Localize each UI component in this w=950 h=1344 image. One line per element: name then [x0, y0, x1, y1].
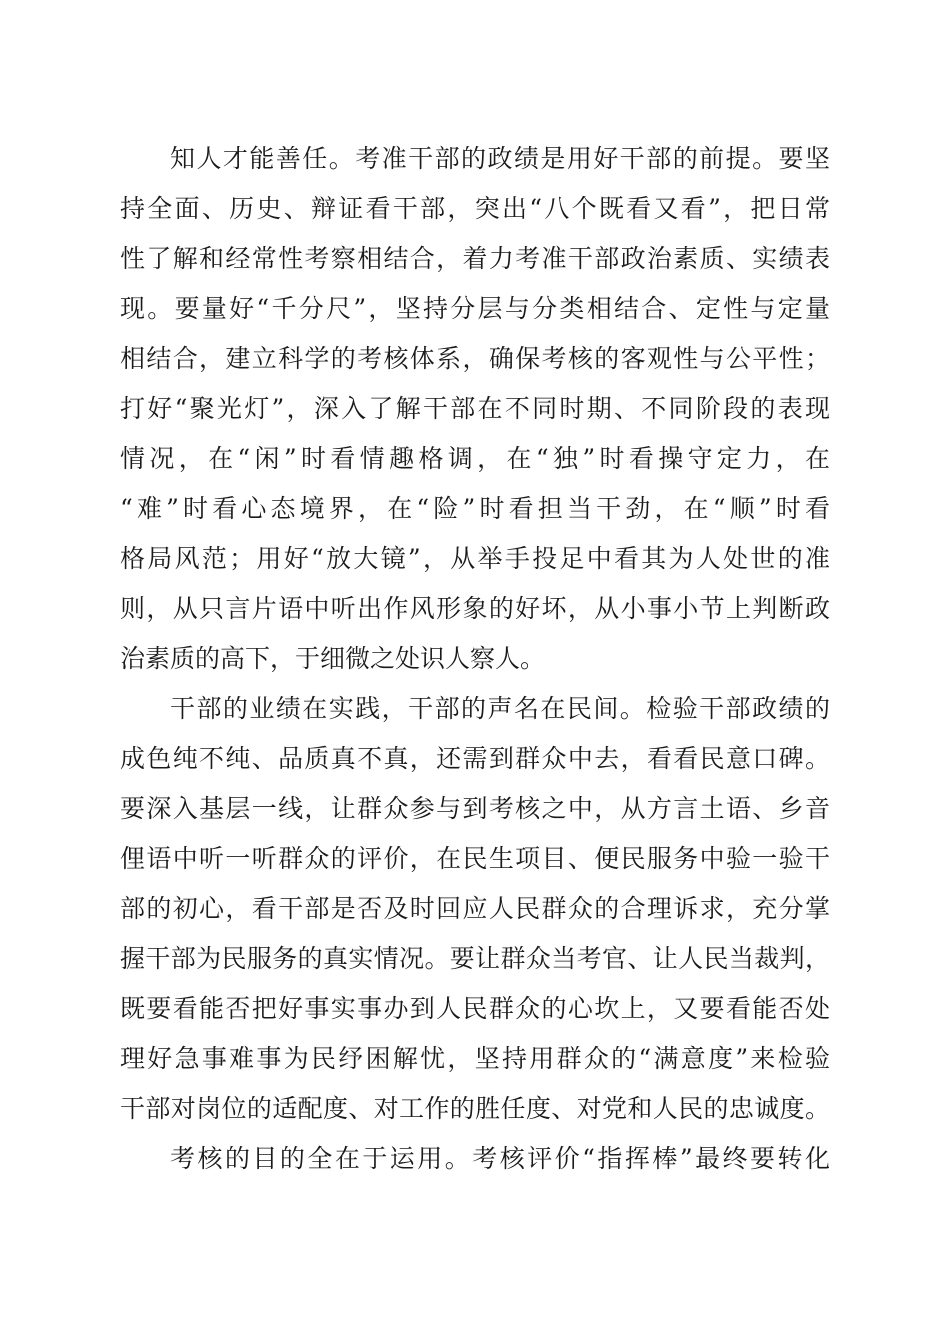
text-line: 俚语中听一听群众的评价，在民生项目、便民服务中验一验干: [120, 844, 830, 873]
text-line: 持全面、历史、辩证看干部，突出“八个既看又看”，把日常: [120, 194, 830, 223]
text-line: 知人才能善任。考准干部的政绩是用好干部的前提。要坚: [170, 144, 830, 173]
text-line: 相结合，建立科学的考核体系，确保考核的客观性与公平性；: [120, 344, 830, 373]
text-line: 性了解和经常性考察相结合，着力考准干部政治素质、实绩表: [120, 244, 830, 273]
text-line: 理好急事难事为民纾困解忧，坚持用群众的“满意度”来检验: [120, 1044, 830, 1073]
text-line: 治素质的高下，于细微之处识人察人。: [120, 644, 546, 673]
paragraph-3: [120, 1134, 830, 1184]
text-line: 打好“聚光灯”，深入了解干部在不同时期、不同阶段的表现: [120, 394, 830, 423]
text-line: 则，从只言片语中听出作风形象的好坏，从小事小节上判断政: [120, 594, 830, 623]
text-line: 情况，在“闲”时看情趣格调，在“独”时看操守定力，在: [120, 444, 830, 473]
text-line: 要深入基层一线，让群众参与到考核之中，从方言土语、乡音: [120, 794, 830, 823]
text-line: 握干部为民服务的真实情况。要让群众当考官、让人民当裁判，: [120, 944, 830, 973]
text-line: “难”时看心态境界，在“险”时看担当干劲，在“顺”时看: [120, 494, 830, 523]
document-body: [120, 134, 830, 1184]
paragraph-2: [120, 684, 830, 1134]
text-line: 格局风范；用好“放大镜”，从举手投足中看其为人处世的准: [120, 544, 830, 573]
text-line: 既要看能否把好事实事办到人民群众的心坎上，又要看能否处: [120, 994, 830, 1023]
text-line: 现。要量好“千分尺”，坚持分层与分类相结合、定性与定量: [120, 294, 830, 323]
text-line: 干部对岗位的适配度、对工作的胜任度、对党和人民的忠诚度。: [120, 1094, 830, 1123]
paragraph-1: [120, 134, 830, 684]
text-line: 考核的目的全在于运用。考核评价“指挥棒”最终要转化: [170, 1144, 830, 1173]
text-line: 部的初心，看干部是否及时回应人民群众的合理诉求，充分掌: [120, 894, 830, 923]
text-line: 干部的业绩在实践，干部的声名在民间。检验干部政绩的: [170, 694, 830, 723]
text-line: 成色纯不纯、品质真不真，还需到群众中去，看看民意口碑。: [120, 744, 830, 773]
